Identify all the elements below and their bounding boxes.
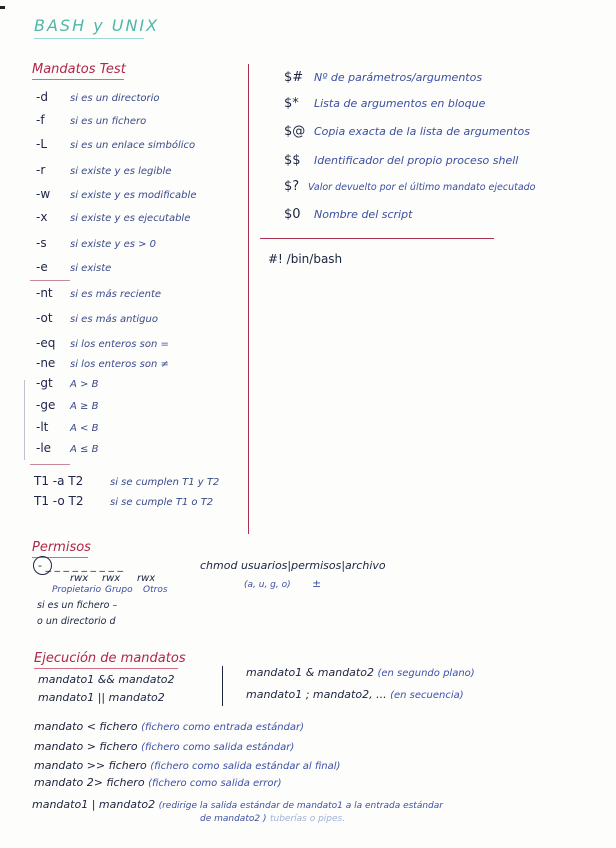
var-row: $0 Nombre del script (284, 207, 413, 222)
exec-or: mandato1 || mandato2 (38, 691, 165, 704)
pipe-row: mandato1 | mandato2 (redirige la salida estándar de mandato1 a la entrada estándar (32, 798, 443, 811)
test-logic-row: T1 -a T2 si se cumplen T1 y T2 (34, 474, 220, 488)
test-flag-row: -s si existe y es > 0 (36, 236, 157, 250)
permisos-heading: Permisos (32, 540, 91, 555)
var-row: $$ Identificador del propio proceso shell (284, 153, 519, 168)
title-underline (34, 38, 144, 39)
test-compare-row: -gt A > B (36, 376, 99, 390)
test-group-separator (30, 464, 70, 465)
permission-dashes: - _ _ _ _ _ _ _ _ _ (38, 559, 123, 572)
column-divider (248, 64, 249, 534)
redirect-row: mandato > fichero (fichero como salida estándar) (34, 740, 295, 753)
perm-group-others: rwx (137, 573, 156, 584)
var-row: $# Nº de parámetros/argumentos (284, 70, 483, 85)
exec-heading: Ejecución de mandatos (34, 651, 186, 666)
page-title: BASH y UNIX (34, 16, 160, 35)
chmod-syntax: chmod usuarios|permisos|archivo (200, 559, 386, 572)
test-flag-row: -L si es un enlace simbólico (36, 137, 196, 151)
test-flag-row: -f si es un fichero (36, 113, 147, 127)
test-flag-row: -e si existe (36, 260, 112, 274)
test-compare-row: -eq si los enteros son = (36, 336, 169, 350)
redirect-row: mandato 2> fichero (fichero como salida error) (34, 776, 282, 789)
test-compare-row: -ge A ≥ B (36, 398, 99, 412)
chmod-users-args: (a, u, g, o) (244, 580, 291, 590)
test-flag-row: -d si es un directorio (36, 90, 160, 104)
test-compare-row: -ne si los enteros son ≠ (36, 356, 169, 370)
test-flag-row: -w si existe y es modificable (36, 187, 197, 201)
file-type-note-file: si es un fichero – (37, 600, 118, 611)
margin-tick (24, 380, 25, 460)
test-flag-row: -x si existe y es ejecutable (36, 210, 191, 224)
exec-sequence: mandato1 ; mandato2, ... (en secuencia) (246, 688, 464, 701)
test-flag-row: -r si existe y es legible (36, 163, 172, 177)
page-edge-mark (0, 6, 5, 9)
shebang-line: #! /bin/bash (268, 252, 343, 266)
owner-label-others: Otros (143, 585, 168, 595)
vars-underline (260, 238, 494, 239)
var-row: $* Lista de argumentos en bloque (284, 96, 486, 111)
test-group-separator (30, 280, 70, 281)
var-row: $@ Copia exacta de la lista de argumentos (284, 124, 530, 139)
owner-label-owner: Propietario (52, 585, 102, 595)
exec-heading-underline (34, 668, 178, 669)
redirect-row: mandato >> fichero (fichero como salida estándar al final) (34, 759, 341, 772)
test-compare-row: -lt A < B (36, 420, 99, 434)
test-compare-row: -ot si es más antiguo (36, 311, 158, 325)
exec-divider (222, 666, 223, 706)
chmod-plusminus: ± (312, 577, 322, 590)
test-heading-underline (32, 79, 124, 80)
var-row: $? Valor devuelto por el último mandato ejecutado (284, 179, 536, 194)
file-type-note-dir: o un directorio d (37, 616, 116, 627)
test-compare-row: -le A ≤ B (36, 441, 99, 455)
exec-and: mandato1 && mandato2 (38, 673, 175, 686)
test-logic-row: T1 -o T2 si se cumple T1 o T2 (34, 494, 214, 508)
owner-label-group: Grupo (105, 585, 133, 595)
test-heading: Mandatos Test (32, 62, 126, 77)
exec-background: mandato1 & mandato2 (en segundo plano) (246, 666, 475, 679)
pipe-row-continued: de mandato2 ) tuberías o pipes. (200, 814, 346, 824)
test-compare-row: -nt si es más reciente (36, 286, 162, 300)
perm-group-owner: rwx (70, 573, 89, 584)
redirect-row: mandato < fichero (fichero como entrada estándar) (34, 720, 305, 733)
perm-group-group: rwx (102, 573, 121, 584)
